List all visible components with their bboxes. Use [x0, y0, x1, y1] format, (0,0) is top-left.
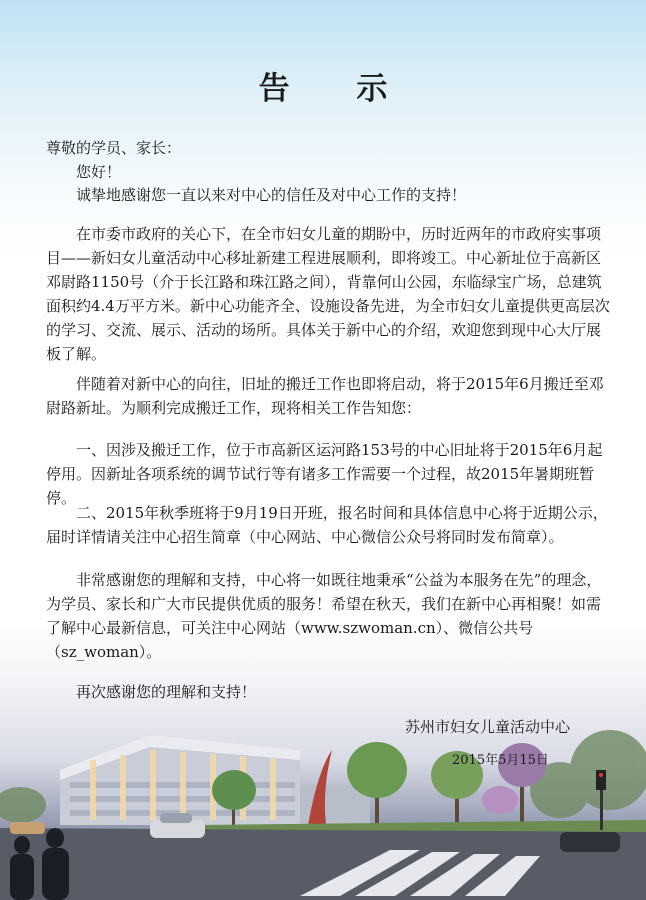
paragraph-appreciation: 非常感谢您的理解和支持，中心将一如既往地秉承“公益为本服务在先”的理念，为学员、家长和广大市民提供优质的服务！希望在秋天，我们在新中心再相聚！如需了解中心最新信息，可关注中心网站（www.szwoman.cn）、微信公共号（sz_woman）。: [46, 571, 602, 661]
salutation: 尊敬的学员、家长：: [46, 139, 182, 157]
paragraph-relocation: 伴随着对新中心的向往，旧址的搬迁工作也即将启动，将于2015年6月搬迁至邓尉路新址。为顺利完成搬迁工作，现将相关工作告知您：: [46, 375, 604, 417]
thanks-line: 诚挚地感谢您一直以来对中心的信任及对中心工作的支持！: [76, 186, 467, 204]
paragraph-item-two: 二、2015年秋季班将于9月19日开班，报名时间和具体信息中心将于近期公示，届时详情请关注中心招生简章（中心网站、中心微信公众号将同时发布简章）。: [46, 504, 608, 546]
signature: 苏州市妇女儿童活动中心: [405, 718, 571, 736]
paragraph-item-one: 一、因涉及搬迁工作，位于市高新区运河路153号的中心旧址将于2015年6月起停用。因新址各项系统的调节试行等有诸多工作需要一个过程，故2015年暑期班暂停。: [46, 441, 603, 507]
closing-line: 再次感谢您的理解和支持！: [76, 683, 257, 701]
greeting: 您好！: [76, 163, 122, 181]
page-title: 告 示: [258, 71, 416, 107]
paragraph-new-center: 在市委市政府的关心下，在全市妇女儿童的期盼中，历时近两年的市政府实事项目——新妇女儿童活动中心移址新建工程进展顺利，即将竣工。中心新址位于高新区邓尉路1150号（介于长江路和珠江路之间），背靠何山公园，东临绿宝广场，总建筑面积约4.4万平方米。新中心功能齐全、设施设备先进，为全市妇女儿童提供更高层次的学习、交流、展示、活动的场所。具体关于新中心的介绍，欢迎您到现中心大厅展板了解。: [46, 225, 610, 363]
notice-date: 2015年5月15日: [452, 753, 549, 768]
